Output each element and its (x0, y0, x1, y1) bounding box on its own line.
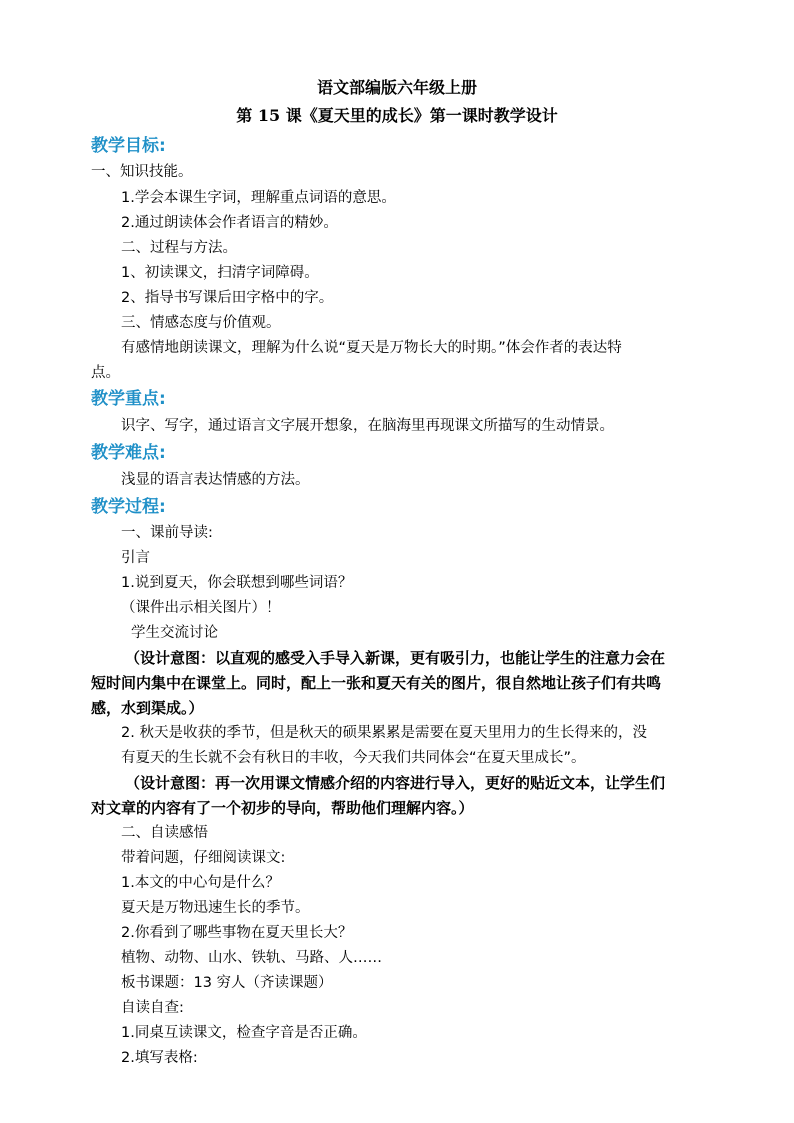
design-intent-line: 感，水到渠成。） (91, 699, 204, 717)
design-intent-line: （设计意图：以直观的感受入手导入新课，更有吸引力，也能让学生的注意力会在 (125, 649, 666, 667)
design-intent-line: 对文章的内容有了一个初步的导向，帮助他们理解内容。） (91, 799, 474, 817)
process-line: 植物、动物、山水、铁轨、马路、人…… (121, 950, 382, 966)
key-points-heading: 教学重点: (91, 389, 166, 409)
process-line: 自读自查: (121, 1000, 184, 1016)
key-point-line: 识字、写字，通过语言文字展开想象，在脑海里再现课文所描写的生动情景。 (121, 418, 614, 434)
process-line: 2. 秋天是收获的季节，但是秋天的硕果累累是需要在夏天里用力的生长得来的，没 (121, 725, 647, 741)
process-line: （课件出示相关图片）！ (121, 600, 281, 616)
document-title-lesson: 第 15 课《夏天里的成长》第一课时教学设计 (236, 106, 558, 125)
objective-line: 一、知识技能。 (91, 164, 193, 180)
objective-line: 有感情地朗读课文，理解为什么说“夏天是万物长大的时期。”体会作者的表达特 (121, 340, 622, 356)
objectives-heading: 教学目标: (91, 136, 166, 156)
process-line: 夏天是万物迅速生长的季节。 (121, 900, 310, 916)
process-line: 引言 (121, 550, 150, 566)
process-line: 1.同桌互读课文，检查字音是否正确。 (121, 1025, 367, 1041)
objective-line: 点。 (91, 365, 120, 381)
objective-line: 2.通过朗读体会作者语言的精妙。 (121, 215, 338, 231)
design-intent-line: （设计意图：再一次用课文情感介绍的内容进行导入，更好的贴近文本，让学生们 (125, 774, 666, 792)
process-line: 有夏天的生长就不会有秋日的丰收，今天我们共同体会“在夏天里成长”。 (121, 750, 586, 766)
difficulty-heading: 教学难点: (91, 443, 166, 463)
objective-line: 三、情感态度与价值观。 (121, 315, 281, 331)
process-line: 板书课题：13 穷人（齐读课题） (121, 975, 333, 991)
process-line: 2.填写表格: (121, 1050, 198, 1066)
process-line: 一、课前导读: (121, 525, 213, 541)
objective-line: 1、初读课文，扫清字词障碍。 (121, 265, 319, 281)
process-line: 二、自读感悟 (121, 825, 208, 841)
process-line: 1.说到夏天，你会联想到哪些词语？ (121, 575, 353, 591)
process-line: 带着问题，仔细阅读课文: (121, 850, 286, 866)
process-line: 学生交流讨论 (131, 625, 218, 641)
design-intent-line: 短时间内集中在课堂上。同时，配上一张和夏天有关的图片，很自然地让孩子们有共鸣 (91, 674, 662, 692)
process-line: 1.本文的中心句是什么？ (121, 875, 280, 891)
objective-line: 1.学会本课生字词，理解重点词语的意思。 (121, 190, 396, 206)
process-heading: 教学过程: (91, 497, 166, 517)
difficulty-line: 浅显的语言表达情感的方法。 (121, 472, 310, 488)
process-line: 2.你看到了哪些事物在夏天里长大？ (121, 925, 353, 941)
objective-line: 2、指导书写课后田字格中的字。 (121, 290, 334, 306)
document-title-series: 语文部编版六年级上册 (316, 78, 477, 97)
objective-line: 二、过程与方法。 (121, 240, 237, 256)
